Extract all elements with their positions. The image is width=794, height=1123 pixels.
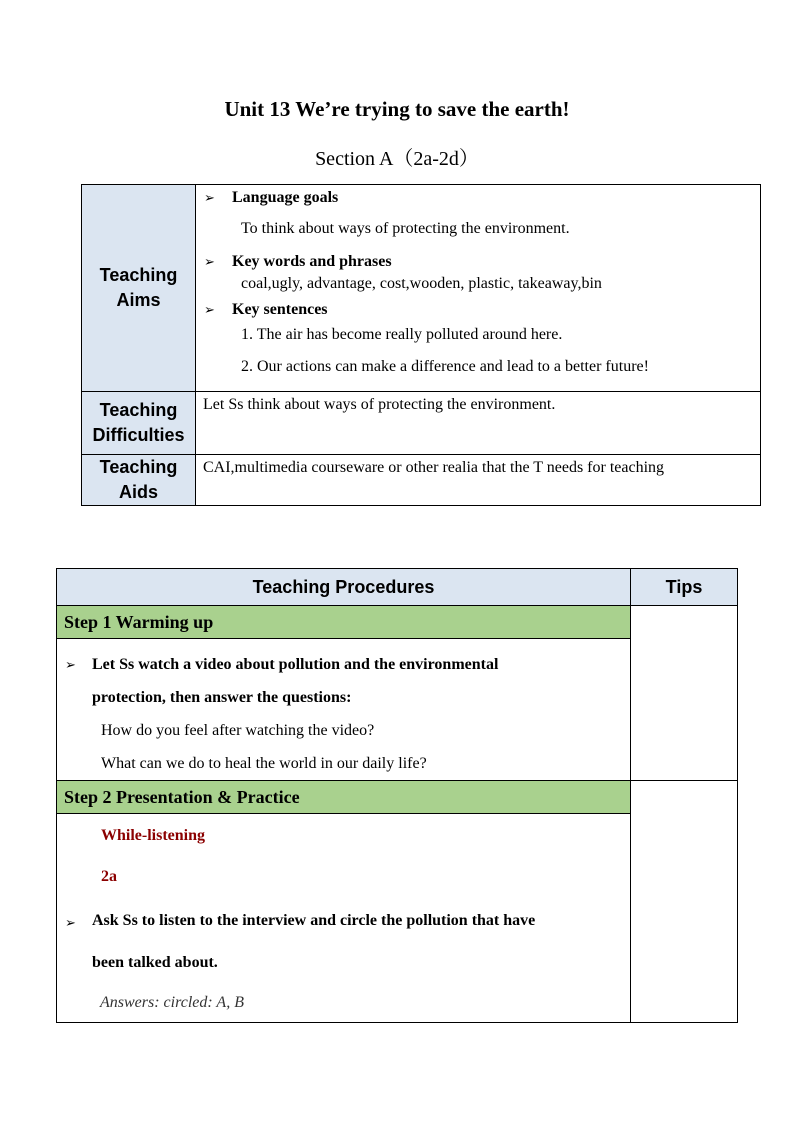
- key-sentences-heading: ➢ Key sentences: [196, 299, 760, 321]
- teaching-difficulties-text: Let Ss think about ways of protecting the environment.: [196, 392, 761, 455]
- step-2-bullet: ➢ Ask Ss to listen to the interview and circle the pollution that have been talked about.: [57, 900, 630, 984]
- section-subtitle: Section A（2a-2d）: [315, 148, 479, 170]
- procedures-header: Teaching Procedures: [57, 569, 631, 606]
- arrow-bullet-icon: ➢: [65, 915, 76, 930]
- teaching-aims-content: [196, 185, 761, 392]
- step-2-title: Step 2 Presentation & Practice: [57, 781, 631, 814]
- step-1-body: [57, 639, 631, 781]
- teaching-aims-table: [81, 184, 761, 506]
- activity-2a-label: 2a: [101, 868, 117, 885]
- question-1: How do you feel after watching the video?: [101, 722, 375, 739]
- key-sentence-1: 1. The air has become really polluted around here.: [241, 326, 563, 343]
- teaching-difficulties-label: Teaching Difficulties: [82, 392, 196, 455]
- teaching-procedures-table: [56, 568, 738, 1023]
- language-goals-text: To think about ways of protecting the environment.: [241, 220, 570, 237]
- key-sentence-2: 2. Our actions can make a difference and lead to a better future!: [241, 358, 649, 375]
- step-1-bullet: ➢ Let Ss watch a video about pollution and the environmental protection, then answer the questions:: [57, 648, 630, 714]
- arrow-bullet-icon: ➢: [65, 657, 76, 672]
- document-title: Unit 13 We’re trying to save the earth!: [224, 97, 570, 121]
- language-goals-heading: ➢ Language goals: [196, 187, 760, 209]
- step-2-body: [57, 814, 631, 1023]
- key-words-text: coal,ugly, advantage, cost,wooden, plastic, takeaway,bin: [241, 275, 602, 292]
- arrow-bullet-icon: ➢: [204, 190, 215, 205]
- teaching-aims-label: Teaching Aims: [82, 185, 196, 392]
- key-words-heading: ➢ Key words and phrases: [196, 251, 760, 273]
- while-listening-heading: While-listening: [101, 827, 206, 844]
- step-1-tips-cell: [631, 606, 738, 781]
- teaching-aids-label: Teaching Aids: [82, 455, 196, 506]
- step-1-title: Step 1 Warming up: [57, 606, 631, 639]
- question-2: What can we do to heal the world in our daily life?: [101, 755, 427, 772]
- step-2-tips-cell: [631, 781, 738, 1023]
- arrow-bullet-icon: ➢: [204, 254, 215, 269]
- answers-text: Answers: circled: A, B: [100, 994, 244, 1011]
- arrow-bullet-icon: ➢: [204, 302, 215, 317]
- teaching-aids-text: CAI,multimedia courseware or other realia that the T needs for teaching: [196, 455, 761, 506]
- tips-header: Tips: [631, 569, 738, 606]
